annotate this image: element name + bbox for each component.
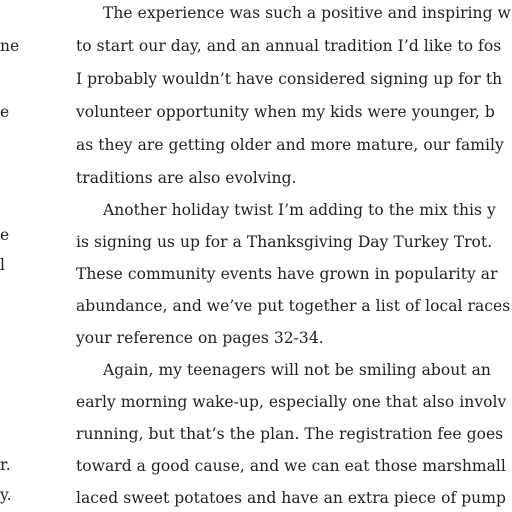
text-line: toward a good cause, and we can eat those marshmall xyxy=(76,457,506,475)
left-text-fragment: ne xyxy=(0,37,20,55)
text-line: I probably wouldn’t have considered signing up for th xyxy=(76,70,503,88)
text-line: as they are getting older and more mature, our family xyxy=(76,136,504,154)
left-text-fragment: y. xyxy=(0,486,12,504)
body-text xyxy=(76,0,512,512)
left-text-fragment: e xyxy=(0,103,10,121)
text-line: Again, my teenagers will not be smiling about an xyxy=(103,361,491,379)
previous-page-margin xyxy=(0,0,50,512)
text-line: These community events have grown in popularity ar xyxy=(76,265,498,283)
text-line: is signing us up for a Thanksgiving Day Turkey Trot. xyxy=(76,233,493,251)
text-line: abundance, and we’ve put together a list of local races xyxy=(76,297,511,315)
text-line: traditions are also evolving. xyxy=(76,169,297,187)
text-line: volunteer opportunity when my kids were younger, b xyxy=(76,103,495,121)
left-text-fragment: r. xyxy=(0,456,11,474)
text-line: to start our day, and an annual tradition I’d like to fos xyxy=(76,37,502,55)
text-line: laced sweet potatoes and have an extra piece of pump xyxy=(76,489,506,507)
left-text-fragment: e xyxy=(0,226,10,244)
text-line: Another holiday twist I’m adding to the mix this y xyxy=(103,201,496,219)
text-line: your reference on pages 32-34. xyxy=(76,329,324,347)
text-line: running, but that’s the plan. The registration fee goes xyxy=(76,425,504,443)
text-line: The experience was such a positive and inspiring w xyxy=(103,4,511,22)
left-text-fragment: l xyxy=(0,256,5,274)
text-line: early morning wake-up, especially one that also involv xyxy=(76,393,507,411)
